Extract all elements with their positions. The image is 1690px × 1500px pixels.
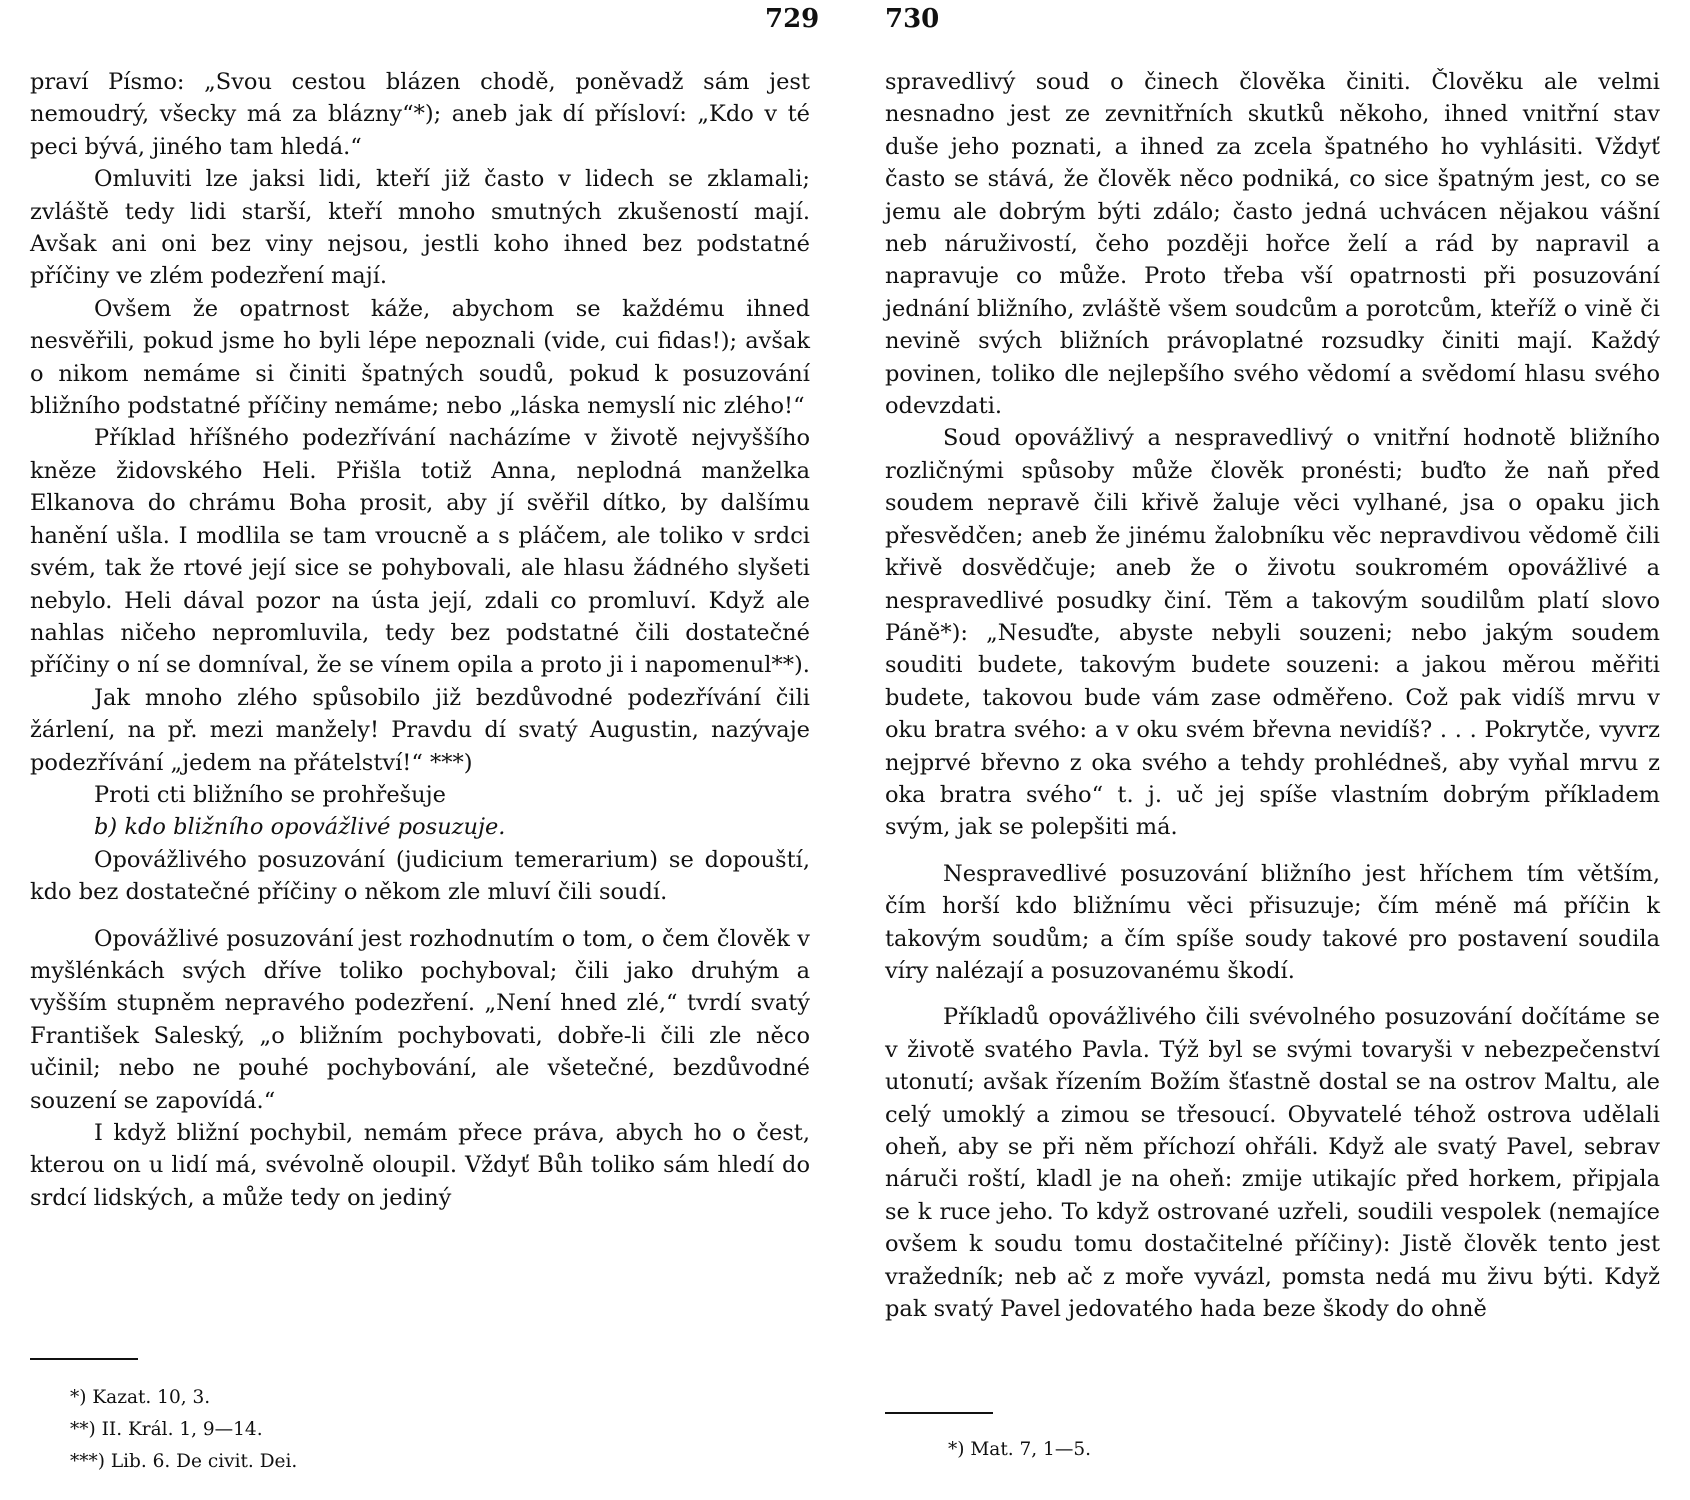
- section-heading: b) kdo bližního opovážlivé posuzuje.: [94, 814, 506, 841]
- paragraph: Opovážlivého posuzování (judicium temerarium) se dopouští, kdo bez dostatečné příčiny o někom zle mluví čili soudí.: [30, 846, 810, 906]
- paragraph: Příkladů opovážlivého čili svévolného posuzování dočítáme se v životě svatého Pavla. Týž byl se svými tovaryši v nebezpečenství utonutí; avšak řízením Božím šťastně dostal se na ostrov Maltu, ale celý umoklý a zimou se třesoucí. Obyvatelé téhož ostrova udělali oheň, aby se při něm příchozí ohřáli. Když ale svatý Pavel, sebrav náruči roští, kladl je na oheň: zmije utikajíc před horkem, připjala se k ruce jeho. To když ostrované uzřeli, soudili vespolek (nemajíce ovšem k soudu tomu dostačitelné příčiny): Jistě člověk tento jest vražedník; neb ač z moře vyvázl, pomsta nedá mu živu býti. Když pak svatý Pavel jedovatého hada beze škody do ohně: [885, 1004, 1660, 1323]
- footnote: *) Mat. 7, 1—5.: [948, 1439, 1091, 1460]
- footnote: *) Kazat. 10, 3.: [70, 1387, 211, 1408]
- paragraph: spravedlivý soud o činech člověka činiti. Člověku ale velmi nesnadno jest ze zevnitřních skutků někoho, ihned vnitřní stav duše jeho poznati, a ihned za zcela špatného ho vyhlásiti. Vždyť často se stává, že člověk něco podniká, co sice špatným jest, co se jemu ale dobrým býti zdálo; často jedná uchvácen nějakou vášní neb náruživostí, čeho později hořce želí a rád by napravil a napravuje co může. Proto třeba vší opatrnosti při posuzování jednání bližního, zvláště všem soudcům a porotcům, kteříž o vině či nevině svých bližních právoplatné rozsudky činiti mají. Každý povinen, toliko dle nejlepšího svého vědomí a svědomí hlasu svého odevzdati.: [885, 69, 1660, 420]
- paragraph: Jak mnoho zlého spůsobilo již bezdůvodné podezřívání čili žárlení, na př. mezi manžely! Pravdu dí svatý Augustin, nazývaje podezřívání „jedem na přátelství!“ ***): [30, 684, 810, 776]
- paragraph: Příklad hříšného podezřívání nacházíme v životě nejvyššího kněze židovského Heli. Přišla totiž Anna, neplodná manželka Elkanova do chrámu Boha prosit, aby jí svěřil dítko, by dalšímu hanění ušla. I modlila se tam vroucně a s pláčem, ale toliko v srdci svém, tak že rtové její sice se pohybovali, ale hlasu žádného slyšeti nebylo. Heli dával pozor na ústa její, zdali co promluví. Když ale nahlas ničeho nepromluvila, tedy bez podstatné čili dostatečné příčiny o ní se domníval, že se vínem opila a proto ji i napomenul**).: [30, 425, 810, 679]
- page-number-left: 729: [765, 4, 820, 34]
- paragraph: Nespravedlivé posuzování bližního jest hříchem tím větším, čím horší kdo bližnímu věci přisuzuje; čím méně má příčin k takovým soudům; a čím spíše soudy takové pro postavení soudila víry nalézají a posuzovanému škodí.: [885, 860, 1660, 984]
- left-page-column: [30, 66, 810, 1214]
- paragraph: praví Písmo: „Svou cestou blázen chodě, poněvadž sám jest nemoudrý, všecky má za blázny“*); aneb jak dí přísloví: „Kdo v té peci bývá, jiného tam hledá.“: [30, 69, 810, 160]
- footnotes-right: [948, 1434, 1091, 1466]
- footnote-rule-left: [30, 1358, 138, 1360]
- footnotes-left: [70, 1382, 297, 1478]
- paragraph: I když bližní pochybil, nemám přece práva, abych ho o čest, kterou on u lidí má, svévolně oloupil. Vždyť Bůh toliko sám hledí do srdcí lidských, a může tedy on jediný: [30, 1120, 810, 1211]
- page-number-right: 730: [885, 4, 940, 34]
- paragraph: Proti cti bližního se prohřešuje: [94, 781, 446, 808]
- paragraph: Opovážlivé posuzování jest rozhodnutím o tom, o čem člověk v myšlénkách svých dříve toliko pochyboval; čili jako druhým a vyšším stupněm nepravého podezření. „Není hned zlé,“ tvrdí svatý František Saleský, „o bližním pochybovati, dobře-li čili zle něco učinil; nebo ne pouhé pochybování, ale všetečné, bezdůvodné souzení se zapovídá.“: [30, 925, 810, 1114]
- paragraph: Ovšem že opatrnost káže, abychom se každému ihned nesvěřili, pokud jsme ho byli lépe nepoznali (vide, cui fidas!); avšak o nikom nemáme si činiti špatných soudů, pokud k posuzování bližního podstatné příčiny nemáme; nebo „láska nemyslí nic zlého!“: [30, 295, 810, 420]
- paragraph: Omluviti lze jaksi lidi, kteří již často v lidech se zklamali; zvláště tedy lidi starší, kteří mnoho smutných zkušeností mají. Avšak ani oni bez viny nejsou, jestli koho ihned bez podstatné příčiny ve zlém podezření mají.: [30, 166, 810, 290]
- footnote: ***) Lib. 6. De civit. Dei.: [70, 1451, 298, 1472]
- footnote-rule-right: [885, 1412, 993, 1414]
- footnote: **) II. Král. 1, 9—14.: [70, 1419, 263, 1440]
- paragraph: Soud opovážlivý a nespravedlivý o vnitřní hodnotě bližního rozličnými spůsoby může člověk pronésti; buďto že naň před soudem nepravě čili křivě žaluje věci vylhané, jsa o opaku jich přesvědčen; aneb že jinému žalobníku věc nepravdivou vědomě čili křivě dosvědčuje; aneb že o životu soukromém opovážlivé a nespravedlivé posudky činí. Těm a takovým soudilům platí slovo Páně*): „Nesuďte, abyste nebyli souzeni; nebo jakým soudem souditi budete, takovým budete souzeni: a jakou měrou měřiti budete, takovou bude vám zase odměřeno. Což pak vidíš mrvu v oku bratra svého: a v oku svém břevna nevidíš? . . . Pokrytče, vyvrz nejprvé břevno z oka svého a tehdy prohlédneš, aby vyňal mrvu z oka bratra svého“ t. j. uč jej spíše vlastním dobrým příkladem svým, jak se polepšiti má.: [885, 425, 1660, 841]
- right-page-column: [885, 66, 1660, 1325]
